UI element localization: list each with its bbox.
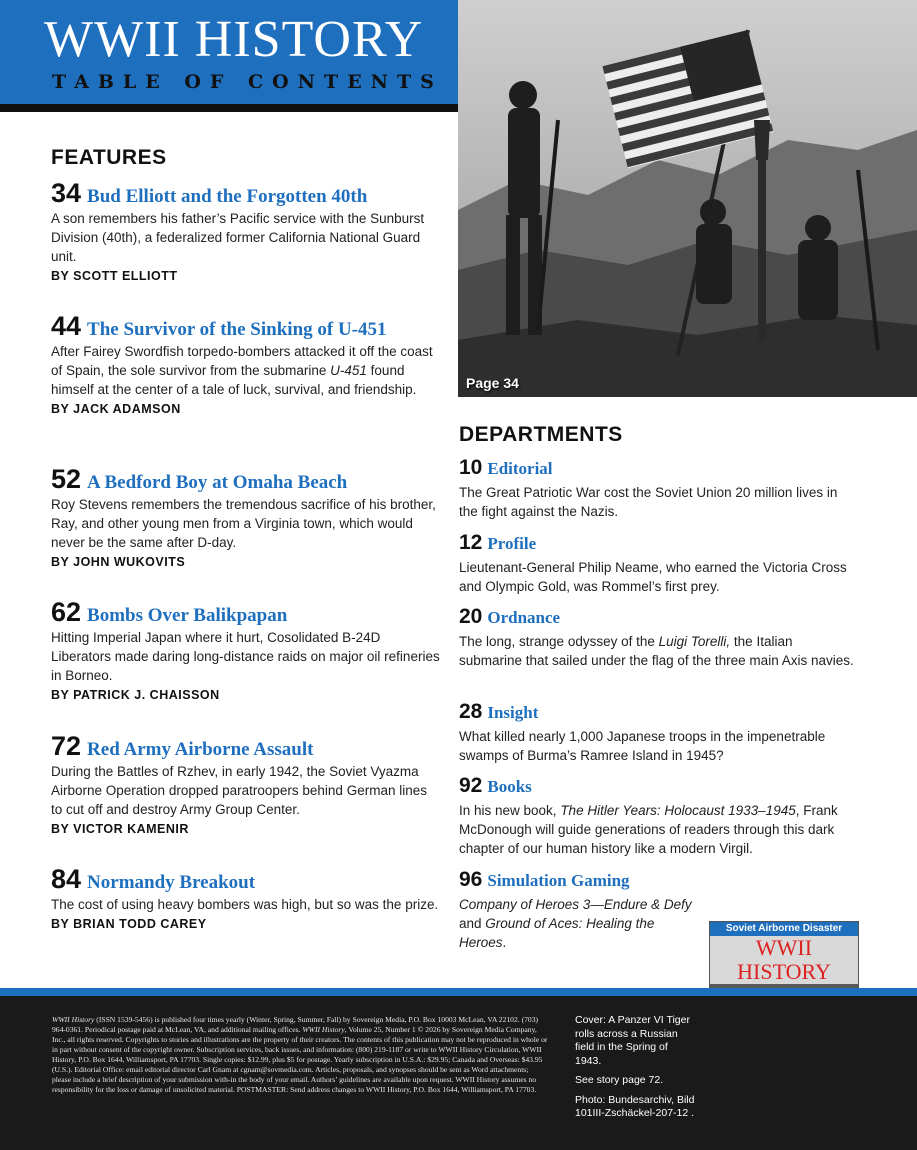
department-page-number: 10	[459, 456, 483, 479]
department-description: In his new book, The Hitler Years: Holocaust 1933–1945, Frank McDonough will guide generations of readers through this dark chapter of our human history like a modern Virgil.	[459, 803, 838, 856]
toc-subtitle: TABLE OF CONTENTS	[52, 71, 443, 93]
department-item	[459, 700, 859, 765]
department-page-number: 92	[459, 774, 483, 797]
department-title[interactable]: Books	[487, 777, 532, 796]
department-page-number: 28	[459, 700, 483, 723]
feature-title[interactable]: Bud Elliott and the Forgotten 40th	[87, 186, 368, 207]
cover-caption: Cover: A Panzer VI Tiger rolls across a Russian field in the Spring of 1943.	[575, 1014, 690, 1067]
feature-page-number: 84	[51, 864, 82, 894]
feature-title[interactable]: A Bedford Boy at Omaha Beach	[87, 472, 348, 493]
feature-page-number: 72	[51, 731, 82, 761]
feature-byline: BY JOHN WUKOVITS	[51, 555, 186, 569]
feature-item	[51, 313, 441, 416]
department-item	[459, 868, 704, 952]
departments-heading: DEPARTMENTS	[459, 423, 623, 446]
department-page-number: 20	[459, 605, 483, 628]
department-page-number: 12	[459, 531, 483, 554]
magazine-title: WWII HISTORY	[44, 11, 424, 68]
feature-description: After Fairey Swordfish torpedo-bombers attacked it off the coast of Spain, the sole survivor from the submarine U-451 found himself at the center of a tale of luck, survival, and friendship.	[51, 344, 433, 397]
feature-byline: BY VICTOR KAMENIR	[51, 822, 189, 836]
department-page-number: 96	[459, 868, 483, 891]
feature-byline: BY SCOTT ELLIOTT	[51, 269, 178, 283]
department-item	[459, 774, 859, 858]
feature-description: Roy Stevens remembers the tremendous sacrifice of his brother, Ray, and other young men from a Virginia town, which would never be the same after D-day.	[51, 497, 436, 550]
feature-page-number: 62	[51, 597, 82, 627]
feature-title[interactable]: The Survivor of the Sinking of U-451	[87, 319, 387, 340]
cover-caption-block	[575, 1014, 695, 1127]
photo-credit: Photo: Bundesarchiv, Bild 101III-Zschäckel-207-12 .	[575, 1093, 695, 1119]
cover-banner: Soviet Airborne Disaster	[710, 922, 858, 936]
department-description: The long, strange odyssey of the Luigi Torelli, the Italian submarine that sailed under the flag of the three main Axis navies.	[459, 634, 854, 668]
department-title[interactable]: Insight	[487, 703, 539, 722]
department-item	[459, 531, 859, 596]
features-heading: FEATURES	[51, 146, 167, 169]
department-description: What killed nearly 1,000 Japanese troops in the impenetrable swamps of Burma’s Ramree Island in 1945?	[459, 729, 826, 763]
department-title[interactable]: Ordnance	[487, 608, 561, 627]
feature-description: Hitting Imperial Japan where it hurt, Cosolidated B-24D Liberators made daring long-distance raids on major oil refineries in Borneo.	[51, 630, 440, 683]
feature-item	[51, 180, 441, 283]
photo-caption: Page 34	[466, 375, 519, 391]
see-story-note: See story page 72.	[575, 1074, 664, 1086]
cover-logo: WWII HISTORY	[710, 936, 858, 984]
feature-byline: BY PATRICK J. CHAISSON	[51, 688, 220, 702]
feature-item	[51, 466, 441, 569]
feature-item	[51, 733, 441, 836]
feature-title[interactable]: Normandy Breakout	[87, 872, 256, 893]
feature-item	[51, 599, 441, 702]
department-description: The Great Patriotic War cost the Soviet Union 20 million lives in the fight against the Nazis.	[459, 485, 838, 519]
feature-description: During the Battles of Rzhev, in early 1942, the Soviet Vyazma Airborne Operation dropped paratroopers behind German lines to cut off and destroy Army Group Center.	[51, 764, 427, 817]
publication-statement: WWII History (ISSN 1539-5456) is published four times yearly (Winter, Spring, Summer, Fall) by Sovereign Media, P.O. Box 10003 McLean, VA 22102. (703) 964-0361. Periodical postage paid at McLean, VA, and additional mailing offices. WWII History, Volume 25, Number 1 © 2026 by Sovereign Media Company, Inc., all rights reserved. Copyrights to stories and illustrations are the property of their creators. The contents of this publication may not be reproduced in whole or in part without consent of the copyright owner. Subscription services, back issues, and information: (800) 219-1187 or write to WWII History Circulation, WWII History, P.O. Box 1644, Williamsport, PA 17703. Single copies: $12.99, plus $5 for postage. Yearly subscription in U.S.A.: $29.95; Canada and Overseas: $43.95 (U.S.). Editorial Office: email editorial director Carl Gnam at cgnam@sovmedia.com. Articles, proposals, and synopses should be sent as Word attachments; please include a brief description of your submission with-in the body of your email. Authors’ guidelines are available upon request. WWII History assumes no responsibility for the loss or damage of unsolicited material. POSTMASTER: Send address changes to WWII History, P.O. Box 1644, Williamsport, PA 17703.	[52, 1015, 548, 1094]
footer-divider	[0, 988, 917, 996]
department-title[interactable]: Simulation Gaming	[487, 871, 630, 890]
department-item	[459, 605, 859, 670]
flag-raising-photo	[458, 0, 917, 397]
masthead	[0, 0, 458, 104]
feature-page-number: 34	[51, 178, 82, 208]
feature-page-number: 44	[51, 311, 82, 341]
feature-title[interactable]: Red Army Airborne Assault	[87, 739, 314, 760]
department-title[interactable]: Profile	[487, 534, 537, 553]
feature-description: The cost of using heavy bombers was high, but so was the prize.	[51, 897, 439, 912]
feature-title[interactable]: Bombs Over Balikpapan	[87, 605, 288, 626]
department-title[interactable]: Editorial	[487, 459, 553, 478]
feature-byline: BY BRIAN TODD CAREY	[51, 917, 207, 931]
masthead-divider	[0, 104, 458, 112]
feature-photo	[458, 0, 917, 397]
feature-description: A son remembers his father’s Pacific service with the Sunburst Division (40th), a federalized former California National Guard unit.	[51, 211, 425, 264]
department-item	[459, 456, 859, 521]
department-description: Lieutenant-General Philip Neame, who earned the Victoria Cross and Olympic Gold, was Rommel’s first prey.	[459, 560, 847, 594]
feature-page-number: 52	[51, 464, 82, 494]
feature-byline: BY JACK ADAMSON	[51, 402, 181, 416]
department-description: Company of Heroes 3—Endure & Defy and Ground of Aces: Healing the Heroes.	[459, 897, 692, 950]
feature-item	[51, 866, 441, 931]
